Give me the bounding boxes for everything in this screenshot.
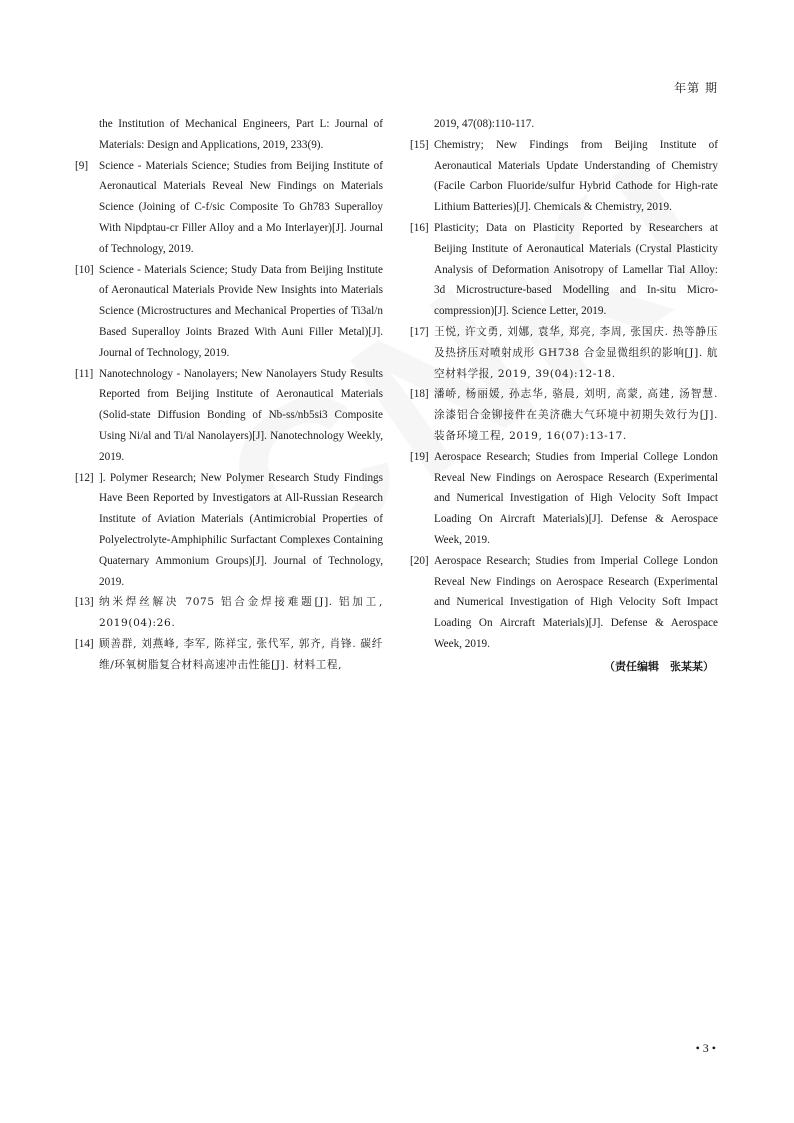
reference-text: Aerospace Research; Studies from Imperial College London Reveal New Findings on Aerospace Research (Experimental and Numerical Investigation of High Velocity Soft Impact Loading On Aircraft Materials)[J]. Defense & Aerospace Week, 2019.: [434, 554, 718, 650]
reference-number: [75, 114, 99, 156]
reference-number: [20]: [410, 554, 429, 567]
reference-item: [410, 447, 718, 551]
reference-number: [15]: [410, 138, 429, 151]
reference-number: [18]: [410, 388, 429, 401]
left-column: [75, 114, 383, 676]
reference-text: 2019, 47(08):110-117.: [434, 118, 535, 130]
reference-number: [410, 114, 434, 135]
reference-text: Science - Materials Science; Study Data from Beijing Institute of Aeronautical Materials Provide New Insights into Materials Science (Microstructures and Mechanical Properties of Ti3al/n Based Superalloy Joints Brazed With Auni Filler Metal)[J]. Journal of Technology, 2019.: [99, 263, 383, 359]
reference-number: [9]: [75, 159, 89, 172]
reference-item: [75, 592, 383, 634]
reference-item: [75, 114, 383, 156]
reference-number: [11]: [75, 367, 94, 380]
reference-item: [410, 114, 718, 135]
right-column: [410, 114, 718, 678]
reference-item: [410, 322, 718, 384]
reference-text: 王悦, 许文勇, 刘娜, 袁华, 郑亮, 李周, 张国庆. 热等静压及热挤压对喷射成形 GH738 合金显微组织的影响[J]. 航空材料学报, 2019, 39(04):12-18.: [434, 325, 718, 380]
reference-text: Science - Materials Science; Studies from Beijing Institute of Aeronautical Materials Reveal New Findings on Materials Science (Joining of C-f/sic Composite To Gh783 Superalloy With Nipdptau-cr Filler Alloy and a Mo Interlayer)[J]. Journal of Technology, 2019.: [99, 159, 383, 255]
responsible-editor: （责任编辑 张某某）: [604, 659, 714, 673]
reference-item: [410, 384, 718, 446]
reference-number: [13]: [75, 596, 94, 609]
reference-text: the Institution of Mechanical Engineers, Part L: Journal of Materials: Design and Applications, 2019, 233(9).: [99, 118, 383, 151]
reference-text: 纳米焊丝解决 7075 铝合金焊接难题[J]. 铝加工, 2019(04):26.: [99, 596, 383, 630]
reference-item: [410, 551, 718, 655]
reference-text: Nanotechnology - Nanolayers; New Nanolayers Study Results Reported from Beijing Institute of Aeronautical Materials (Solid-state Diffusion Bonding of Nb-ss/nb5si3 Composite Using Ni/al and Ti/al Nanolayers)[J]. Nanotechnology Weekly, 2019.: [99, 367, 383, 463]
journal-issue-header: 年第 期: [674, 81, 718, 95]
reference-item: [410, 218, 718, 322]
reference-item: [75, 156, 383, 260]
reference-text: 顾善群, 刘燕峰, 李军, 陈祥宝, 张代军, 郭齐, 肖锋. 碳纤维/环氧树脂复合材料高速冲击性能[J]. 材料工程,: [99, 637, 383, 671]
reference-item: [75, 260, 383, 364]
reference-number: [17]: [410, 325, 429, 338]
reference-item: [410, 135, 718, 218]
page-number: • 3 •: [695, 1041, 716, 1055]
reference-item: [75, 468, 383, 593]
reference-text: Plasticity; Data on Plasticity Reported by Researchers at Beijing Institute of Aeronautical Materials (Crystal Plasticity Analysis of Deformation Anisotropy of Lamellar Tial Alloy: 3d Microstructure-based Modelling and In-situ Micro-compression)[J]. Science Letter, 2019.: [434, 221, 718, 318]
reference-text: Aerospace Research; Studies from Imperial College London Reveal New Findings on Aerospace Research (Experimental and Numerical Investigation of High Velocity Soft Impact Loading On Aircraft Materials)[J]. Defense & Aerospace Week, 2019.: [434, 450, 718, 546]
reference-item: [75, 634, 383, 676]
reference-number: [10]: [75, 263, 94, 276]
reference-text: 潘峤, 杨丽媛, 孙志华, 骆晨, 刘明, 高蒙, 高建, 汤智慧. 涂漆铝合金铆接件在美济礁大气环境中初期失效行为[J]. 装备环境工程, 2019, 16(07):13-17.: [434, 388, 718, 442]
reference-number: [12]: [75, 471, 94, 484]
reference-number: [16]: [410, 221, 429, 234]
reference-text: ]. Polymer Research; New Polymer Research Study Findings Have Been Reported by Investigators at All-Russian Research Institute of Aviation Materials (Antimicrobial Properties of Polyelectrolyte-Amphiphilic Surfactant Complexes Containing Quaternary Ammonium Groups)[J]. Journal of Technology, 2019.: [99, 471, 383, 588]
reference-item: [75, 364, 383, 468]
reference-text: Chemistry; New Findings from Beijing Institute of Aeronautical Materials Update Understanding of Chemistry (Facile Carbon Fluoride/sulfur Hybrid Cathode for High-rate Lithium Batteries)[J]. Chemicals & Chemistry, 2019.: [434, 138, 718, 214]
reference-number: [14]: [75, 637, 94, 650]
reference-number: [19]: [410, 450, 429, 463]
